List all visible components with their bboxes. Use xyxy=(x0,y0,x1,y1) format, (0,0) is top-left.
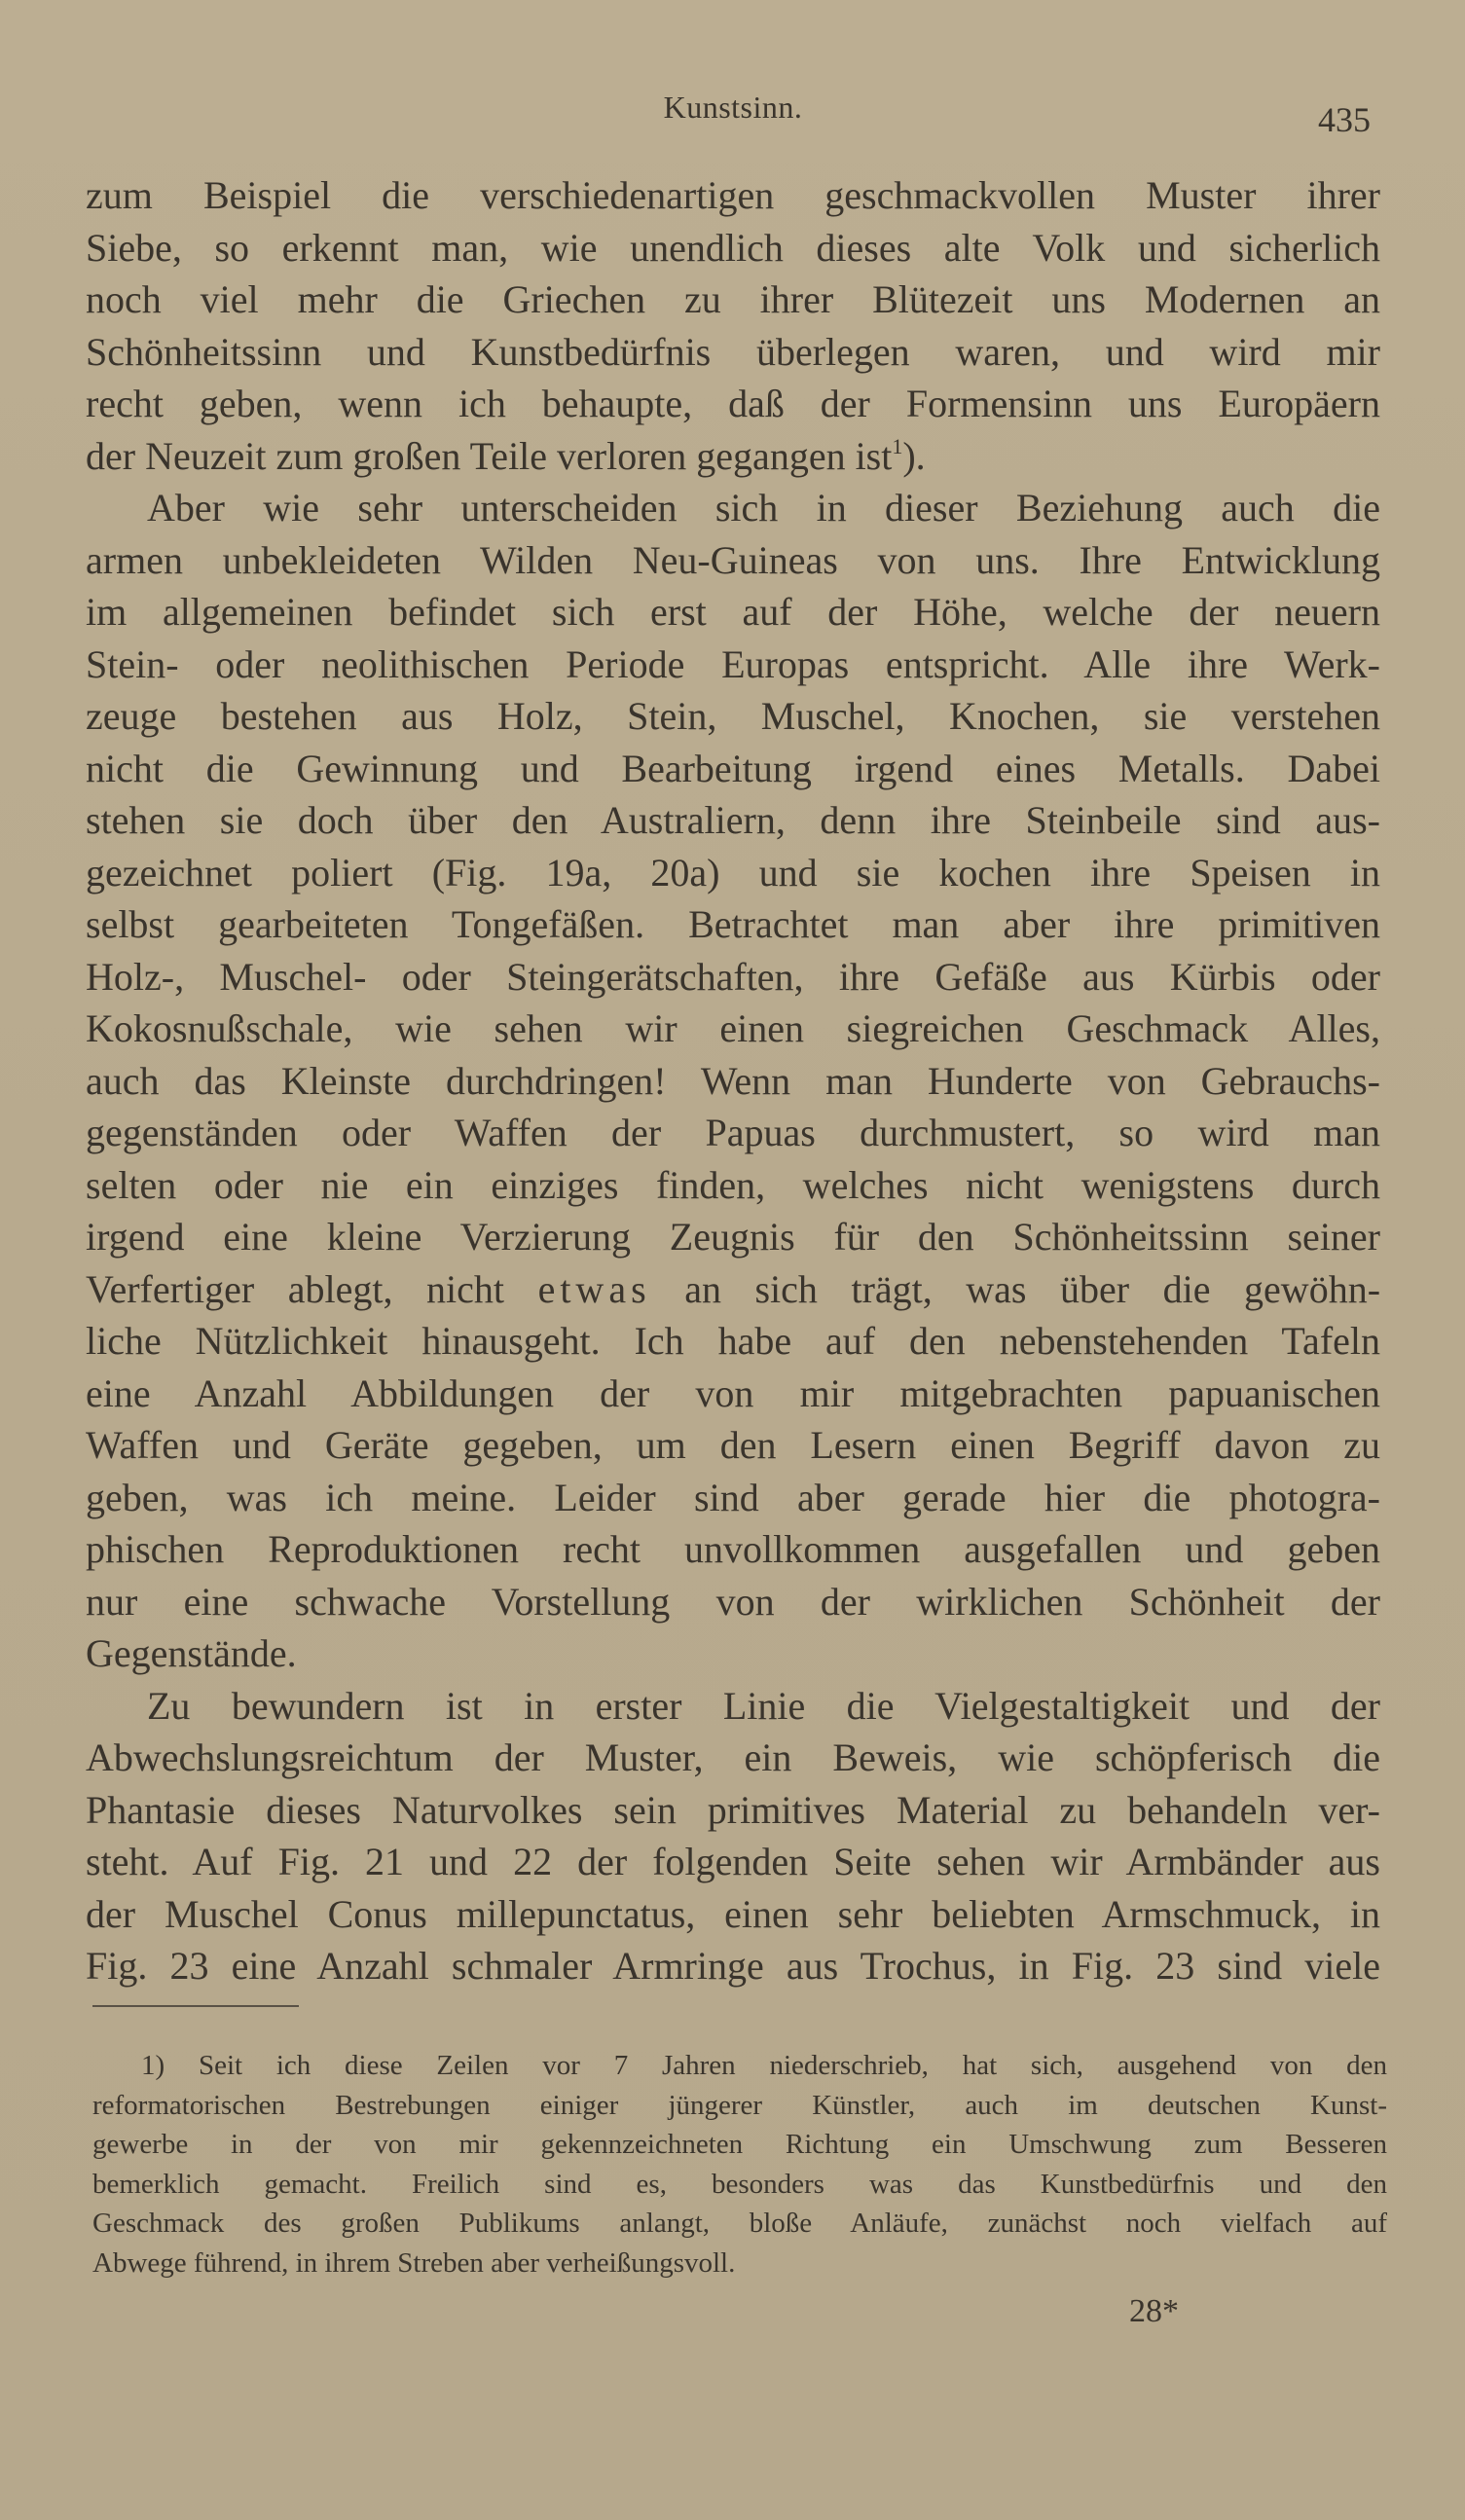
text-line: recht geben, wenn ich behaupte, daß der Formensinn uns Europäern xyxy=(86,382,1380,425)
text-line: Aber wie sehr unterscheiden sich in dieser Beziehung auch die xyxy=(147,486,1380,530)
text-segment: ). xyxy=(902,433,926,478)
text-segment: Verfertiger ablegt, nicht xyxy=(86,1266,505,1311)
text-line: Gegenstände. xyxy=(86,1631,297,1675)
footnote-line: reformatorischen Bestrebungen einiger jüngerer Künstler, auch im deutschen Kunst- xyxy=(92,2089,1387,2121)
text-line: selbst gearbeiteten Tongefäßen. Betrachtet man aber ihre primitiven xyxy=(86,902,1380,946)
text-line: selten oder nie ein einziges finden, welches nicht wenigstens durch xyxy=(86,1162,1380,1207)
text-line: Kokosnußschale, wie sehen wir einen siegreichen Geschmack Alles, xyxy=(86,1006,1380,1050)
text-line: Zu bewundern ist in erster Linie die Vielgestaltigkeit und der xyxy=(147,1683,1380,1728)
text-line: Siebe, so erkennt man, wie unendlich dieses alte Volk und sicherlich xyxy=(86,225,1380,270)
footnote-line: Geschmack des großen Publikums anlangt, bloße Anläufe, zunächst noch vielfach auf xyxy=(92,2208,1387,2239)
text-line: im allgemeinen befindet sich erst auf der Höhe, welche der neuern xyxy=(86,590,1380,634)
spaced-emphasis: etwas xyxy=(537,1266,651,1311)
text-line xyxy=(86,1263,1380,1316)
signature-mark: 28* xyxy=(1129,2293,1179,2329)
text-line: nicht die Gewinnung und Bearbeitung irgend eines Metalls. Dabei xyxy=(86,746,1380,790)
text-line: zeuge bestehen aus Holz, Stein, Muschel, Knochen, sie verstehen xyxy=(86,694,1380,738)
text-line: nur eine schwache Vorstellung von der wirklichen Schönheit der xyxy=(86,1579,1380,1624)
text-line: noch viel mehr die Griechen zu ihrer Blütezeit uns Modernen an xyxy=(86,277,1380,321)
text-line: armen unbekleideten Wilden Neu-Guineas von uns. Ihre Entwicklung xyxy=(86,537,1380,582)
text-line: gegenständen oder Waffen der Papuas durchmustert, so wird man xyxy=(86,1111,1380,1154)
text-line: Schönheitssinn und Kunstbedürfnis überlegen waren, und wird mir xyxy=(86,329,1380,374)
text-segment: an sich trägt, was über die gewöhn- xyxy=(684,1266,1380,1311)
text-line: irgend eine kleine Verzierung Zeugnis für den Schönheitssinn seiner xyxy=(86,1215,1380,1259)
page-header xyxy=(86,90,1380,138)
text-line: Waffen und Geräte gegeben, um den Lesern einen Begriff davon zu xyxy=(86,1423,1380,1467)
footnote-marker: 1 xyxy=(892,433,903,458)
text-line: gezeichnet poliert (Fig. 19a, 20a) und sie kochen ihre Speisen in xyxy=(86,850,1380,895)
text-line: Fig. 23 eine Anzahl schmaler Armringe aus Trochus, in Fig. 23 sind viele xyxy=(86,1944,1380,1988)
footnote-line: gewerbe in der von mir gekennzeichneten Richtung ein Umschwung zum Besseren xyxy=(92,2129,1387,2160)
page-number: 435 xyxy=(1318,100,1371,139)
text-line xyxy=(86,430,1380,483)
body-text xyxy=(86,169,1380,1992)
text-line: Phantasie dieses Naturvolkes sein primitives Material zu behandeln ver- xyxy=(86,1787,1380,1832)
text-line: eine Anzahl Abbildungen der von mir mitgebrachten papuanischen xyxy=(86,1370,1380,1415)
footnote-line: 1) Seit ich diese Zeilen vor 7 Jahren niederschrieb, hat sich, ausgehend von den xyxy=(141,2050,1387,2081)
text-line: stehen sie doch über den Australiern, denn ihre Steinbeile sind aus- xyxy=(86,798,1380,842)
text-line: Holz-, Muschel- oder Steingerätschaften, ihre Gefäße aus Kürbis oder xyxy=(86,954,1380,999)
text-line: Abwechslungsreichtum der Muster, ein Beweis, wie schöpferisch die xyxy=(86,1735,1380,1779)
footnote-line: bemerklich gemacht. Freilich sind es, besonders was das Kunstbedürfnis und den xyxy=(92,2168,1387,2200)
text-line: phischen Reproduktionen recht unvollkommen ausgefallen und geben xyxy=(86,1527,1380,1571)
footnote-divider xyxy=(92,2005,299,2007)
text-segment: der Neuzeit zum großen Teile verloren gegangen ist xyxy=(86,433,893,478)
footnote-line: Abwege führend, in ihrem Streben aber verheißungsvoll. xyxy=(92,2246,736,2279)
text-line: liche Nützlichkeit hinausgeht. Ich habe auf den nebenstehenden Tafeln xyxy=(86,1319,1380,1363)
text-line: steht. Auf Fig. 21 und 22 der folgenden Seite sehen wir Armbänder aus xyxy=(86,1840,1380,1883)
text-line: zum Beispiel die verschiedenartigen geschmackvollen Muster ihrer xyxy=(86,173,1380,217)
running-title: Kunstsinn. xyxy=(663,90,803,125)
footnotes xyxy=(92,2046,1387,2283)
text-line: der Muschel Conus millepunctatus, einen sehr beliebten Armschmuck, in xyxy=(86,1891,1380,1936)
text-line: Stein- oder neolithischen Periode Europas entspricht. Alle ihre Werk- xyxy=(86,641,1380,686)
text-line: geben, was ich meine. Leider sind aber gerade hier die photogra- xyxy=(86,1475,1380,1519)
text-line: auch das Kleinste durchdringen! Wenn man Hunderte von Gebrauchs- xyxy=(86,1058,1380,1103)
